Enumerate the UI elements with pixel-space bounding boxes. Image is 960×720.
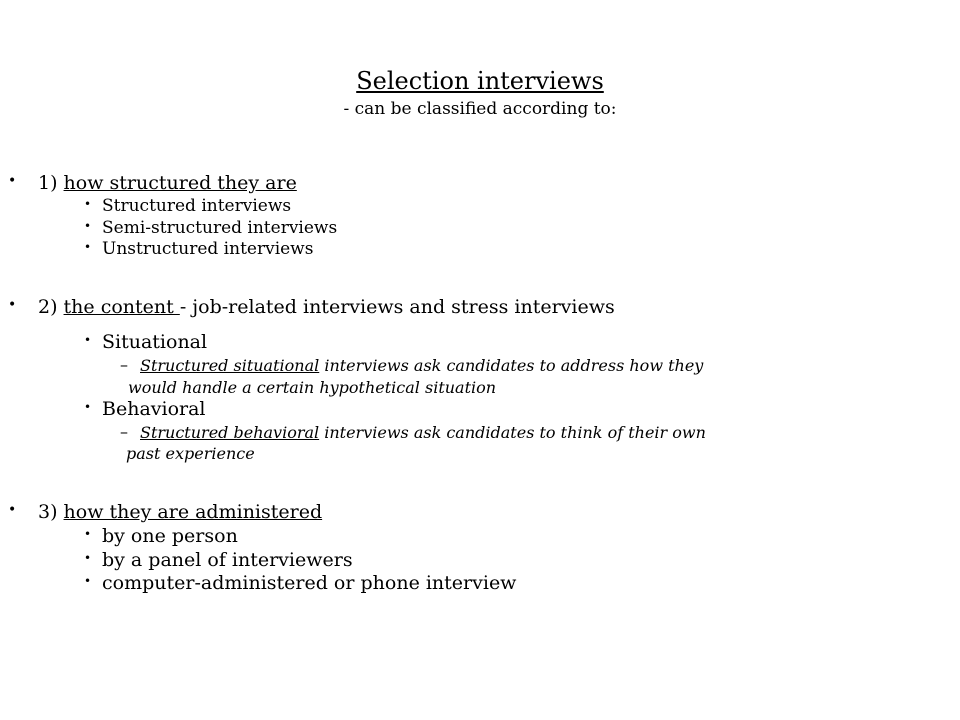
bullet-dot-icon: •	[84, 400, 92, 414]
situational-text-continued: would handle a certain hypothetical situation	[128, 378, 497, 397]
slide-subtitle: - can be classified according to:	[343, 99, 617, 119]
section-1-item: Structured interviews	[102, 196, 292, 216]
section-3-number: 3)	[38, 501, 64, 523]
behavioral-text: interviews ask candidates to think of their own	[319, 423, 706, 442]
behavioral-text-continued: past experience	[126, 444, 255, 463]
section-2-rest: - job-related interviews and stress interviews	[179, 296, 615, 318]
situational-description	[140, 356, 703, 375]
section-1-number: 1)	[38, 172, 64, 194]
slide-title: Selection interviews	[356, 67, 604, 95]
section-3-item: by one person	[102, 525, 238, 547]
bullet-dot-icon: •	[8, 297, 17, 313]
bullet-dot-icon: •	[84, 333, 92, 347]
bullet-dot-icon: •	[84, 240, 92, 254]
section-3-heading: how they are administered	[63, 501, 323, 523]
bullet-dot-icon: •	[84, 551, 92, 565]
bullet-dot-icon: •	[84, 197, 92, 211]
section-3-item: by a panel of interviewers	[102, 549, 353, 571]
behavioral-description	[140, 423, 706, 442]
dash-icon: –	[120, 355, 128, 374]
section-2	[38, 296, 615, 318]
bullet-dot-icon: •	[84, 219, 92, 233]
bullet-dot-icon: •	[8, 502, 17, 518]
dash-icon: –	[120, 422, 128, 441]
bullet-dot-icon: •	[8, 173, 17, 189]
situational-label: Situational	[102, 331, 208, 353]
section-1	[38, 172, 297, 194]
bullet-dot-icon: •	[84, 527, 92, 541]
section-3-item: computer-administered or phone interview	[102, 572, 517, 594]
behavioral-label: Behavioral	[102, 398, 206, 420]
section-1-item: Semi-structured interviews	[102, 218, 338, 238]
section-2-number: 2)	[38, 296, 64, 318]
section-2-heading: the content	[63, 296, 180, 318]
section-1-item: Unstructured interviews	[102, 239, 314, 259]
section-3	[38, 501, 322, 523]
behavioral-term: Structured behavioral	[140, 423, 320, 442]
bullet-dot-icon: •	[84, 574, 92, 588]
situational-text: interviews ask candidates to address how they	[319, 356, 704, 375]
situational-term: Structured situational	[140, 356, 320, 375]
section-1-heading: how structured they are	[63, 172, 297, 194]
